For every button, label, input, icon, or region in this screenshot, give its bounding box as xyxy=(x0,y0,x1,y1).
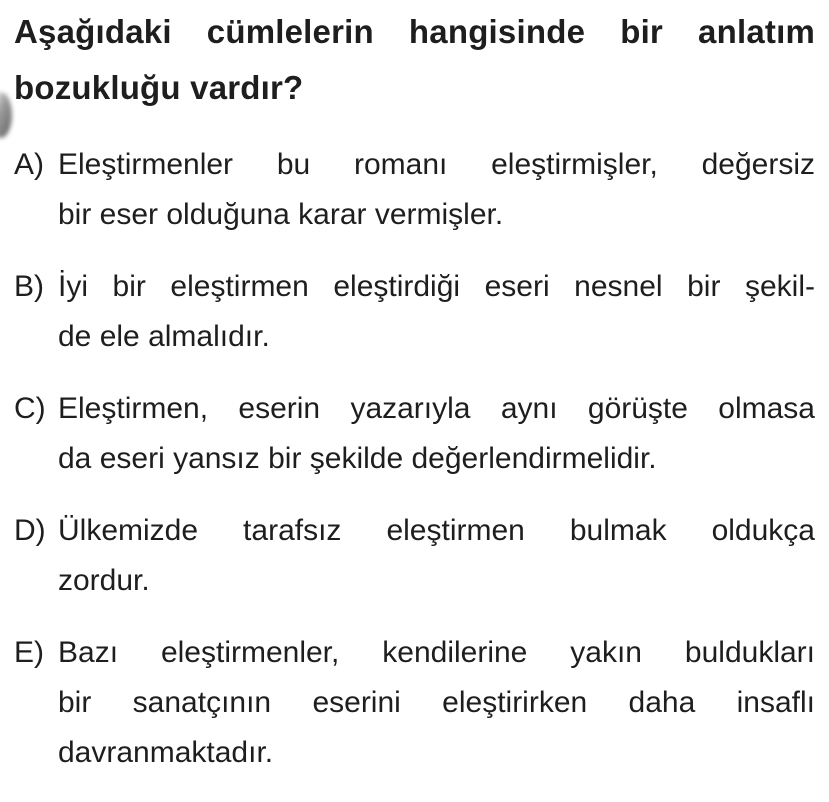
question-line-2: bozukluğu vardır? xyxy=(14,69,304,106)
option-a xyxy=(14,140,815,240)
question-stem xyxy=(14,4,815,116)
option-d-line-1: Ülkemizde tarafsız eleştirmen bulmak oldukça xyxy=(58,514,815,547)
option-b-line-1: İyi bir eleştirmen eleştirdiği eseri nesnel bir şekil- xyxy=(58,270,815,303)
option-a-line-1: Eleştirmenler bu romanı eleştirmişler, değersiz xyxy=(58,148,815,181)
option-c-text xyxy=(58,384,815,484)
option-c-letter: C) xyxy=(14,392,46,425)
question-line-1: Aşağıdaki cümlelerin hangisinde bir anlatım xyxy=(14,13,815,50)
option-c-line-2: da eseri yansız bir şekilde değerlendirmelidir. xyxy=(58,442,657,475)
option-d-letter: D) xyxy=(14,514,46,547)
scan-shadow-artifact xyxy=(0,92,12,138)
option-e-line-2: bir sanatçının eserini eleştirirken daha insaflı xyxy=(58,686,815,719)
option-d-line-2: zordur. xyxy=(58,564,150,597)
option-e-letter: E) xyxy=(14,636,44,669)
option-d-text xyxy=(58,506,815,606)
option-a-text xyxy=(58,140,815,240)
option-e-line-3: davranmaktadır. xyxy=(58,736,274,769)
options-list xyxy=(14,140,815,778)
option-e-line-1: Bazı eleştirmenler, kendilerine yakın buldukları xyxy=(58,636,815,669)
option-c-line-1: Eleştirmen, eserin yazarıyla aynı görüşte olmasa xyxy=(58,392,815,425)
option-b-letter: B) xyxy=(14,270,44,303)
option-b xyxy=(14,262,815,362)
option-e xyxy=(14,628,815,778)
option-b-line-2: de ele almalıdır. xyxy=(58,320,270,353)
option-b-text xyxy=(58,262,815,362)
option-a-letter: A) xyxy=(14,148,44,181)
option-d xyxy=(14,506,815,606)
option-c xyxy=(14,384,815,484)
option-a-line-2: bir eser olduğuna karar vermişler. xyxy=(58,198,504,231)
option-e-text xyxy=(58,628,815,778)
